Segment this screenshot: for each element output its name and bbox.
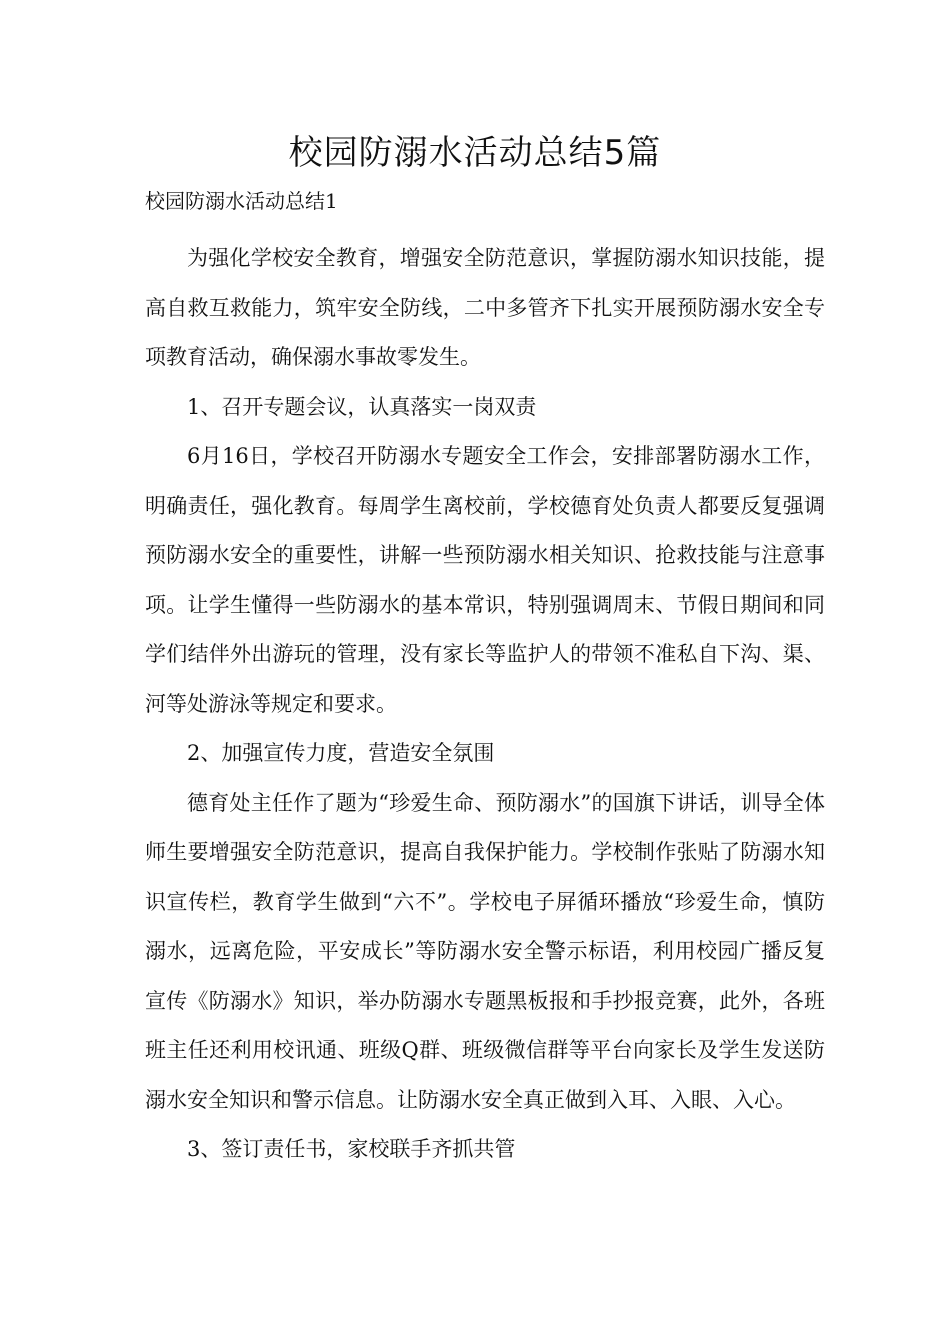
document-title: 校园防溺水活动总结5篇 [288, 133, 662, 173]
paragraph-publicity: 德育处主任作了题为“珍爱生命、预防溺水”的国旗下讲话，训导全体师生要增强安全防范意识，提高自我保护能力。学校制作张贴了防溺水知识宣传栏，教育学生做到“六不”。学校电子屏循环播放“珍爱生命，慎防溺水，远离危险，平安成长”等防溺水安全警示标语，利用校园广播反复宣传《防溺水》知识，举办防溺水专题黑板报和手抄报竞赛，此外，各班班主任还利用校讯通、班级Q群、班级微信群等平台向家长及学生发送防溺水安全知识和警示信息。让防溺水安全真正做到入耳、入眼、入心。 [145, 790, 825, 1112]
section-heading: 校园防溺水活动总结1 [145, 189, 338, 213]
document-body [145, 234, 825, 1175]
paragraph-meeting: 6月16日，学校召开防溺水专题安全工作会，安排部署防溺水工作，明确责任，强化教育。每周学生离校前，学校德育处负责人都要反复强调预防溺水安全的重要性，讲解一些预防溺水相关知识、抢救技能与注意事项。让学生懂得一些防溺水的基本常识，特别强调周末、节假日期间和同学们结伴外出游玩的管理，没有家长等监护人的带领不准私自下沟、渠、河等处游泳等规定和要求。 [145, 444, 825, 716]
paragraph-heading-3: 3、签订责任书，家校联手齐抓共管 [187, 1137, 516, 1161]
paragraph-heading-2: 2、加强宣传力度，营造安全氛围 [187, 741, 495, 765]
paragraph-intro: 为强化学校安全教育，增强安全防范意识，掌握防溺水知识技能，提高自救互救能力，筑牢安全防线，二中多管齐下扎实开展预防溺水安全专项教育活动，确保溺水事故零发生。 [145, 246, 825, 369]
paragraph-heading-1: 1、召开专题会议，认真落实一岗双责 [187, 394, 537, 419]
